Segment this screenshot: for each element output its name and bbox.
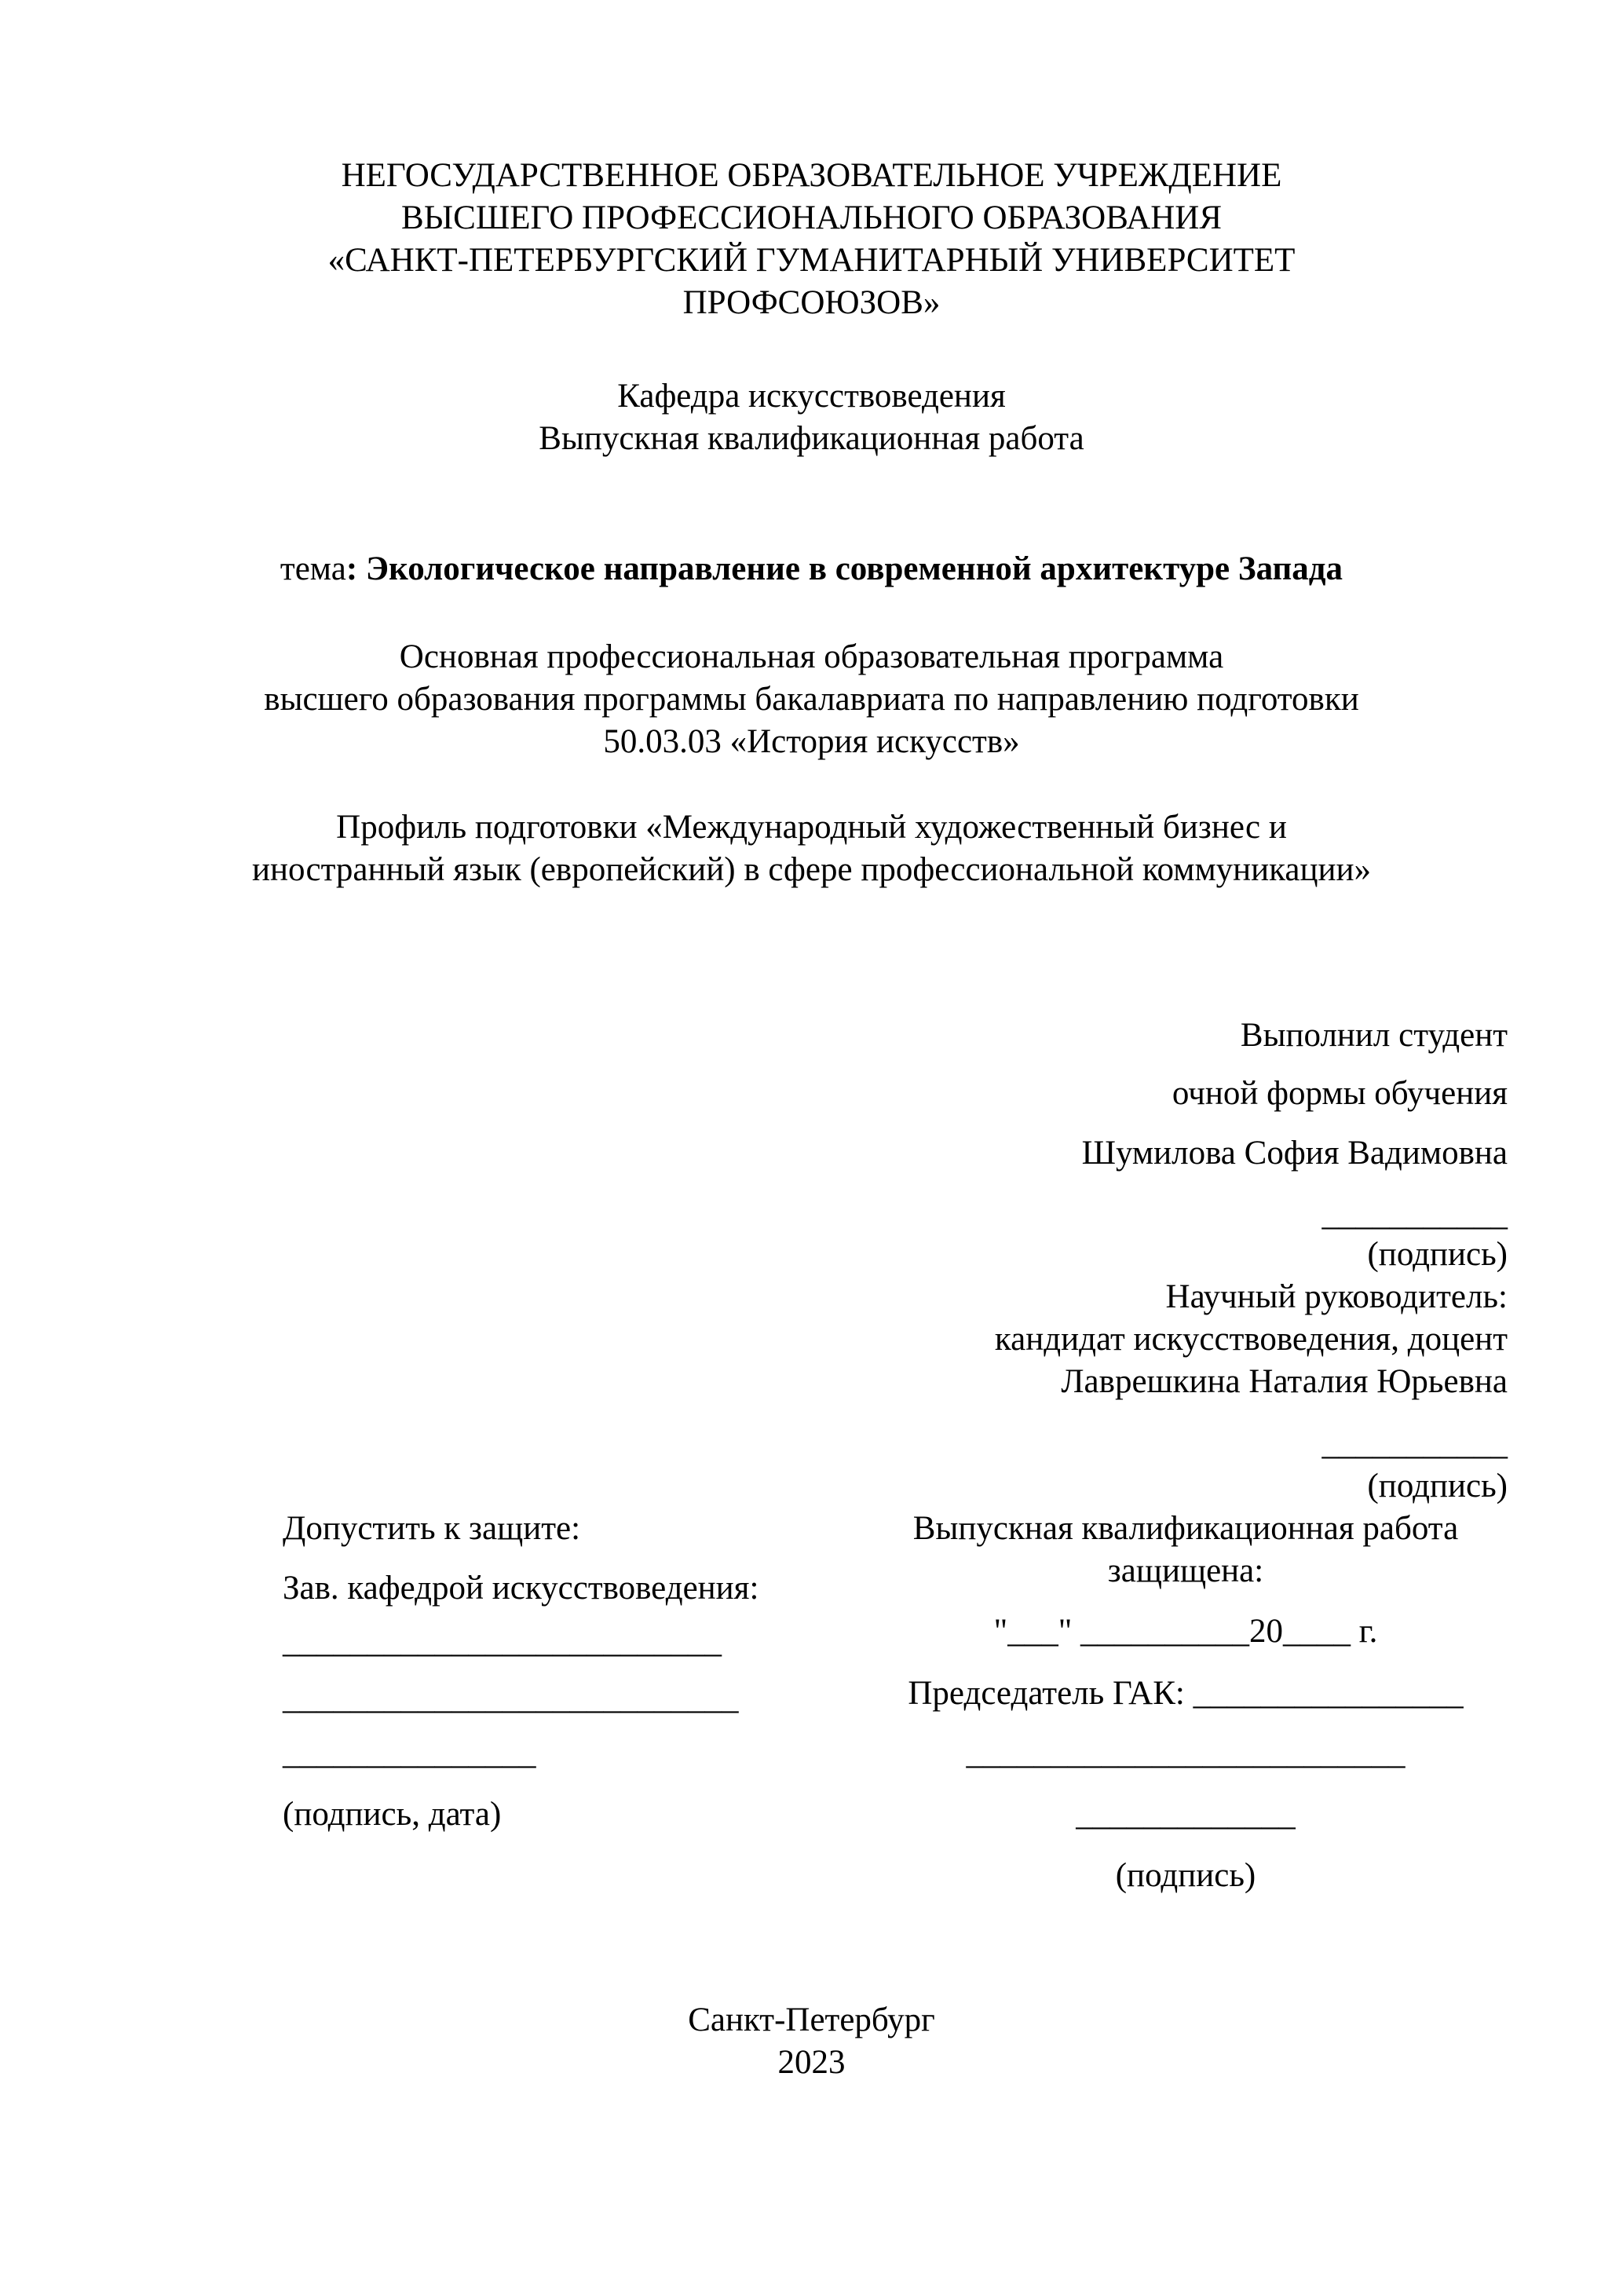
admission-label: Допустить к защите:	[283, 1510, 581, 1547]
defense-line-2: защищена:	[1107, 1552, 1264, 1589]
supervisor-name: Лаврешкина Наталия Юрьевна	[1061, 1363, 1508, 1400]
org-name-line-4: ПРОФСОЮЗОВ»	[682, 284, 941, 321]
department: Кафедра искусствоведения	[617, 378, 1006, 415]
topic-title: : Экологическое направление в современной архитектуре Запада	[345, 550, 1343, 587]
admission-head: Зав. кафедрой искусствоведения:	[283, 1570, 759, 1607]
footer-city: Санкт-Петербург	[688, 2002, 935, 2038]
admission-caption: (подпись, дата)	[283, 1796, 502, 1833]
student-signature-line: ___________	[1321, 1196, 1508, 1233]
student-name: Шумилова София Вадимовна	[1081, 1135, 1508, 1172]
org-name-line-3: «САНКТ-ПЕТЕРБУРГСКИЙ ГУМАНИТАРНЫЙ УНИВЕРСИТЕТ	[327, 242, 1296, 279]
admission-signature-line-1: __________________________	[283, 1623, 722, 1660]
student-signature-caption: (подпись)	[1367, 1236, 1508, 1273]
defense-date: "___" __________20____ г.	[993, 1613, 1378, 1650]
topic-prefix: тема	[280, 550, 346, 587]
program-line-2: высшего образования программы бакалавриата по направлению подготовки	[264, 681, 1359, 718]
defense-chair: Председатель ГАК: ________________	[908, 1675, 1464, 1712]
topic-line	[0, 548, 1623, 590]
defense-line-1: Выпускная квалификационная работа	[912, 1510, 1459, 1547]
admission-signature-line-3: _______________	[283, 1735, 536, 1771]
supervisor-signature-line: ___________	[1321, 1425, 1508, 1462]
student-form: очной формы обучения	[1172, 1075, 1508, 1112]
supervisor-degree: кандидат искусствоведения, доцент	[994, 1321, 1508, 1358]
supervisor-signature-caption: (подпись)	[1367, 1468, 1508, 1504]
program-line-1: Основная профессиональная образовательная программа	[399, 638, 1224, 675]
defense-signature-line-2: _____________	[1076, 1796, 1296, 1833]
org-name-line-2: ВЫСШЕГО ПРОФЕССИОНАЛЬНОГО ОБРАЗОВАНИЯ	[400, 199, 1223, 236]
org-name-line-1: НЕГОСУДАРСТВЕННОЕ ОБРАЗОВАТЕЛЬНОЕ УЧРЕЖДЕНИЕ	[341, 157, 1282, 194]
program-line-3: 50.03.03 «История искусств»	[603, 723, 1020, 760]
work-type: Выпускная квалификационная работа	[539, 420, 1084, 457]
defense-caption: (подпись)	[1115, 1857, 1256, 1894]
admission-signature-line-2: ___________________________	[283, 1680, 739, 1717]
supervisor-label: Научный руководитель:	[1165, 1278, 1508, 1315]
footer-year: 2023	[777, 2044, 846, 2081]
profile-line-2: иностранный язык (европейский) в сфере профессиональной коммуникации»	[251, 851, 1372, 888]
student-label: Выполнил студент	[1240, 1017, 1508, 1054]
defense-signature-line-1: __________________________	[966, 1735, 1406, 1771]
profile-line-1: Профиль подготовки «Международный художественный бизнес и	[336, 809, 1287, 846]
